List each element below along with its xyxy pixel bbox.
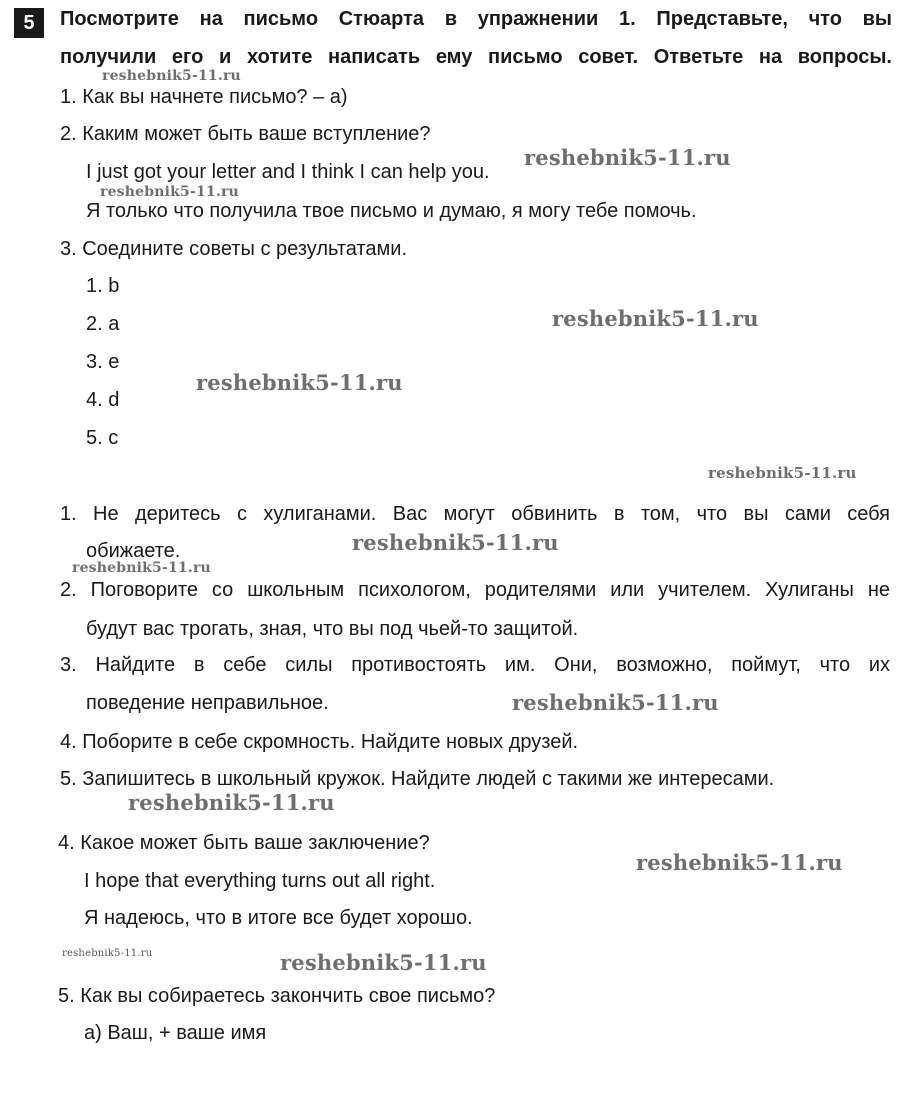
question-2: 2. Каким может быть ваше вступление? xyxy=(60,123,431,145)
watermark: reshebnik5-11.ru xyxy=(62,948,153,959)
task-instruction-line-2: получили его и хотите написать ему письмо совет. Ответьте на вопросы. xyxy=(60,46,892,68)
advice-3-line-1: 3. Найдите в себе силы противостоять им. Они, возможно, поймут, что их xyxy=(60,654,890,676)
task-instruction-line-1: Посмотрите на письмо Стюарта в упражнении 1. Представьте, что вы xyxy=(60,8,892,30)
advice-1-line-2: обижаете. xyxy=(86,540,181,562)
match-item: 1. b xyxy=(86,275,120,297)
watermark: reshebnik5-11.ru xyxy=(196,370,403,395)
advice-2-line-2: будут вас трогать, зная, что вы под чьей-то защитой. xyxy=(86,618,579,640)
advice-4: 4. Поборите в себе скромность. Найдите новых друзей. xyxy=(60,731,579,753)
question-4: 4. Какое может быть ваше заключение? xyxy=(58,832,430,854)
watermark: reshebnik5-11.ru xyxy=(280,950,487,975)
watermark: reshebnik5-11.ru xyxy=(512,690,719,715)
watermark: reshebnik5-11.ru xyxy=(552,306,759,331)
task-number-badge: 5 xyxy=(14,8,44,38)
advice-1-line-1: 1. Не деритесь с хулиганами. Вас могут обвинить в том, что вы сами себя xyxy=(60,503,890,525)
match-item: 2. a xyxy=(86,313,120,335)
question-3: 3. Соедините советы с результатами. xyxy=(60,238,408,260)
question-2-answer-en: I just got your letter and I think I can help you. xyxy=(86,161,490,183)
watermark: reshebnik5-11.ru xyxy=(100,184,239,200)
question-5-answer: a) Ваш, + ваше имя xyxy=(84,1022,267,1044)
watermark: reshebnik5-11.ru xyxy=(352,530,559,555)
question-2-answer-ru: Я только что получила твое письмо и думаю, я могу тебе помочь. xyxy=(86,200,697,222)
advice-5: 5. Запишитесь в школьный кружок. Найдите людей с такими же интересами. xyxy=(60,768,775,790)
watermark: reshebnik5-11.ru xyxy=(128,790,335,815)
match-item: 4. d xyxy=(86,389,120,411)
question-5: 5. Как вы собираетесь закончить свое письмо? xyxy=(58,985,496,1007)
question-1: 1. Как вы начнете письмо? – a) xyxy=(60,86,348,108)
question-4-answer-ru: Я надеюсь, что в итоге все будет хорошо. xyxy=(84,907,473,929)
watermark: reshebnik5-11.ru xyxy=(72,560,211,576)
advice-3-line-2: поведение неправильное. xyxy=(86,692,329,714)
watermark: reshebnik5-11.ru xyxy=(708,464,857,482)
match-item: 5. c xyxy=(86,427,119,449)
advice-2-line-1: 2. Поговорите со школьным психологом, родителями или учителем. Хулиганы не xyxy=(60,579,890,601)
watermark: reshebnik5-11.ru xyxy=(524,145,731,170)
watermark: reshebnik5-11.ru xyxy=(102,68,241,84)
question-4-answer-en: I hope that everything turns out all right. xyxy=(84,870,436,892)
match-item: 3. e xyxy=(86,351,120,373)
watermark: reshebnik5-11.ru xyxy=(636,850,843,875)
